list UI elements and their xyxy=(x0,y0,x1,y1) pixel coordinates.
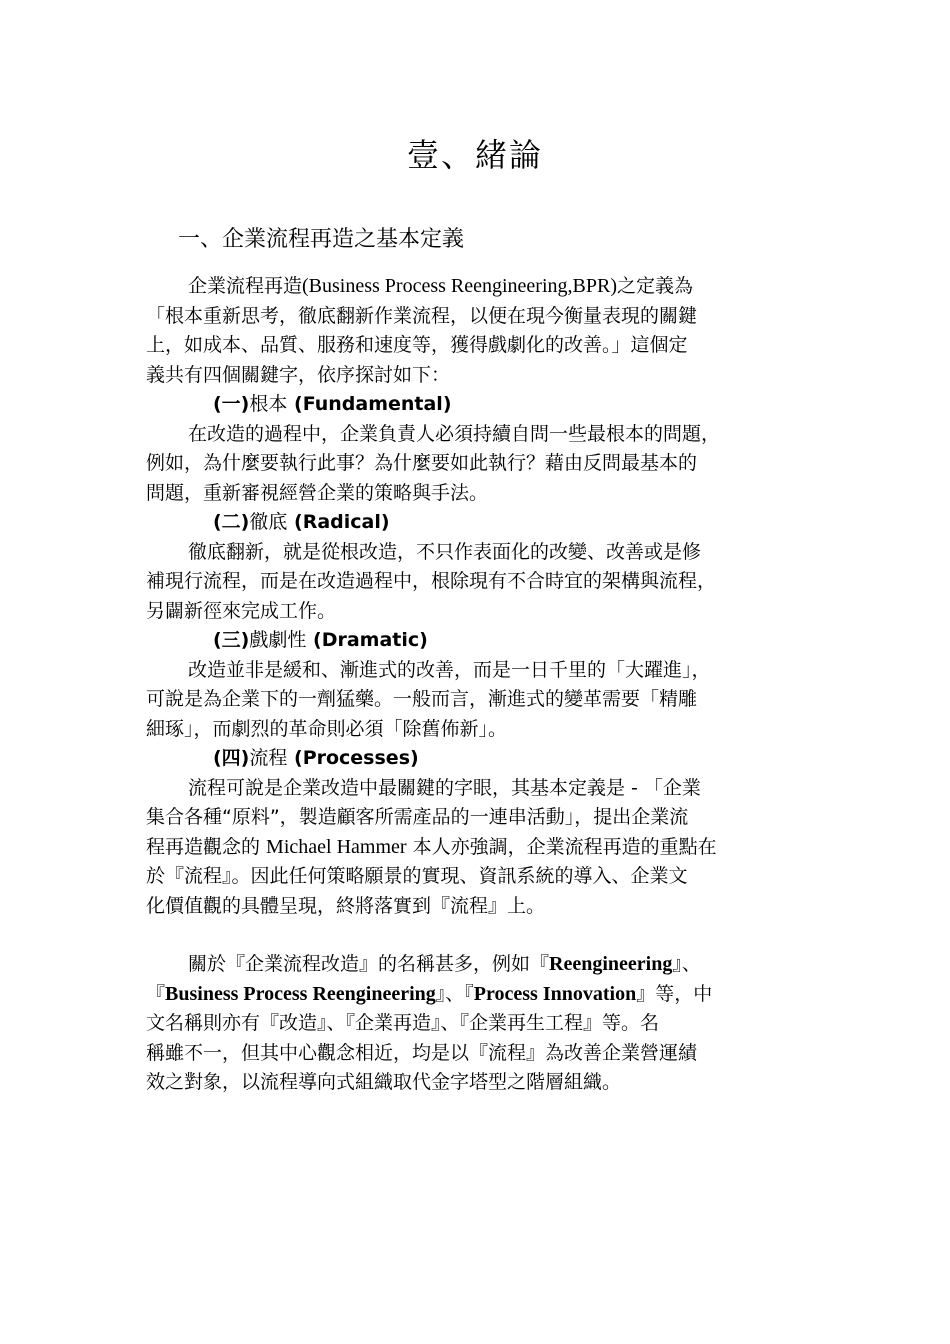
intro-paragraph xyxy=(146,272,836,390)
closing-paragraph xyxy=(146,950,836,1098)
person-name: Michael Hammer xyxy=(266,835,407,858)
intro-text: 之定義為 xyxy=(617,275,694,297)
paragraph-line: 於『流程』。因此任何策略願景的實現、資訊系統的導入、企業文 xyxy=(146,865,688,887)
page-title: 壹、緒論 xyxy=(406,136,543,174)
paragraph-line: 問題，重新審視經營企業的策略與手法。 xyxy=(146,481,489,504)
keyword-en: (Dramatic) xyxy=(306,629,428,651)
paragraph-text: 』、 xyxy=(672,953,701,975)
keyword-heading-fundamental xyxy=(146,390,836,420)
keyword-number: (三) xyxy=(213,629,250,651)
paragraph-line: 細琢」，而劇烈的革命則必須「除舊佈新」。 xyxy=(146,717,508,740)
keyword-number: (四) xyxy=(213,747,250,769)
paragraph-line xyxy=(146,950,836,980)
paragraph-line xyxy=(146,980,836,1010)
keyword-zh: 流程 xyxy=(249,747,288,769)
intro-line-2: 「根本重新思考，徹底翻新作業流程，以便在現今衡量表現的關鍵 xyxy=(146,304,698,327)
paragraph-line: 改造並非是緩和、漸進式的改善，而是一日千里的「大躍進」， xyxy=(188,658,711,681)
intro-line-3: 上，如成本、品質、服務和速度等，獲得戲劇化的改善。」這個定 xyxy=(146,334,688,356)
keyword-en: (Radical) xyxy=(287,511,390,533)
term-bold: Business Process Reengineering xyxy=(165,982,436,1005)
paragraph-line: 集合各種“原料”，製造顧客所需產品的一連串活動」，提出企業流 xyxy=(146,806,689,828)
paragraph-line: 化價值觀的具體呈現，終將落實到『流程』上。 xyxy=(146,894,546,917)
keyword-en: (Processes) xyxy=(287,747,419,769)
keyword-paragraph-dramatic xyxy=(146,656,836,745)
paragraph-line: 文名稱則亦有『改造』、『企業再造』、『企業再生工程』等。名 xyxy=(146,1012,660,1034)
term-bold: Reengineering xyxy=(549,953,673,975)
paragraph-text: 程再造觀念的 xyxy=(146,835,267,858)
section-heading: 一、企業流程再造之基本定義 xyxy=(178,227,465,252)
keyword-en: (Fundamental) xyxy=(287,393,452,415)
paragraph-text: 本人亦強調，企業流程再造的重點在 xyxy=(406,835,717,858)
paragraph-text: 』、『 xyxy=(435,982,474,1005)
paragraph-line: 另闢新徑來完成工作。 xyxy=(146,599,337,622)
keyword-zh: 徹底 xyxy=(249,511,288,533)
keyword-paragraph-radical xyxy=(146,538,836,627)
paragraph-line: 補現行流程，而是在改造過程中，根除現有不合時宜的架構與流程， xyxy=(146,570,717,592)
paragraph-line: 例如，為什麼要執行此事？為什麼要如此執行？藉由反問最基本的 xyxy=(146,452,698,474)
intro-text: 企業流程再造 xyxy=(188,275,303,297)
paragraph-line xyxy=(146,833,836,863)
term-bold: Process Innovation xyxy=(473,982,637,1005)
keyword-heading-processes xyxy=(146,744,836,774)
paragraph-line: 徹底翻新，就是從根改造，不只作表面化的改變、改善或是修 xyxy=(188,540,702,563)
paragraph-line: 稱雖不一，但其中心觀念相近，均是以『流程』為改善企業營運績 xyxy=(146,1041,698,1064)
paragraph-line: 可說是為企業下的一劑猛藥。一般而言，漸進式的變革需要「精雕 xyxy=(146,688,698,710)
paragraph-line: 在改造的過程中，企業負責人必須持續自問一些最根本的問題， xyxy=(188,422,721,445)
paragraph-text: 關於『企業流程改造』的名稱甚多，例如『 xyxy=(188,953,550,975)
keyword-zh: 根本 xyxy=(249,393,288,415)
keyword-heading-radical xyxy=(146,508,836,538)
intro-line-1 xyxy=(146,272,836,302)
keyword-paragraph-fundamental xyxy=(146,420,836,509)
keyword-number: (二) xyxy=(213,511,250,533)
keyword-number: (一) xyxy=(213,393,250,415)
keyword-paragraph-processes xyxy=(146,774,836,922)
paragraph-text: 』等，中 xyxy=(636,982,713,1005)
keyword-zh: 戲劇性 xyxy=(249,629,307,651)
paragraph-spacer xyxy=(146,921,836,950)
keyword-heading-dramatic xyxy=(146,626,836,656)
intro-latin-term: (Business Process Reengineering,BPR) xyxy=(302,275,617,297)
intro-line-4: 義共有四個關鍵字，依序探討如下： xyxy=(146,363,451,386)
paragraph-text: 『 xyxy=(146,982,166,1005)
paragraph-line: 流程可說是企業改造中最關鍵的字眼，其基本定義是 - 「企業 xyxy=(188,776,701,799)
document-body xyxy=(146,272,836,1098)
paragraph-line: 效之對象，以流程導向式組織取代金字塔型之階層組織。 xyxy=(146,1071,622,1093)
